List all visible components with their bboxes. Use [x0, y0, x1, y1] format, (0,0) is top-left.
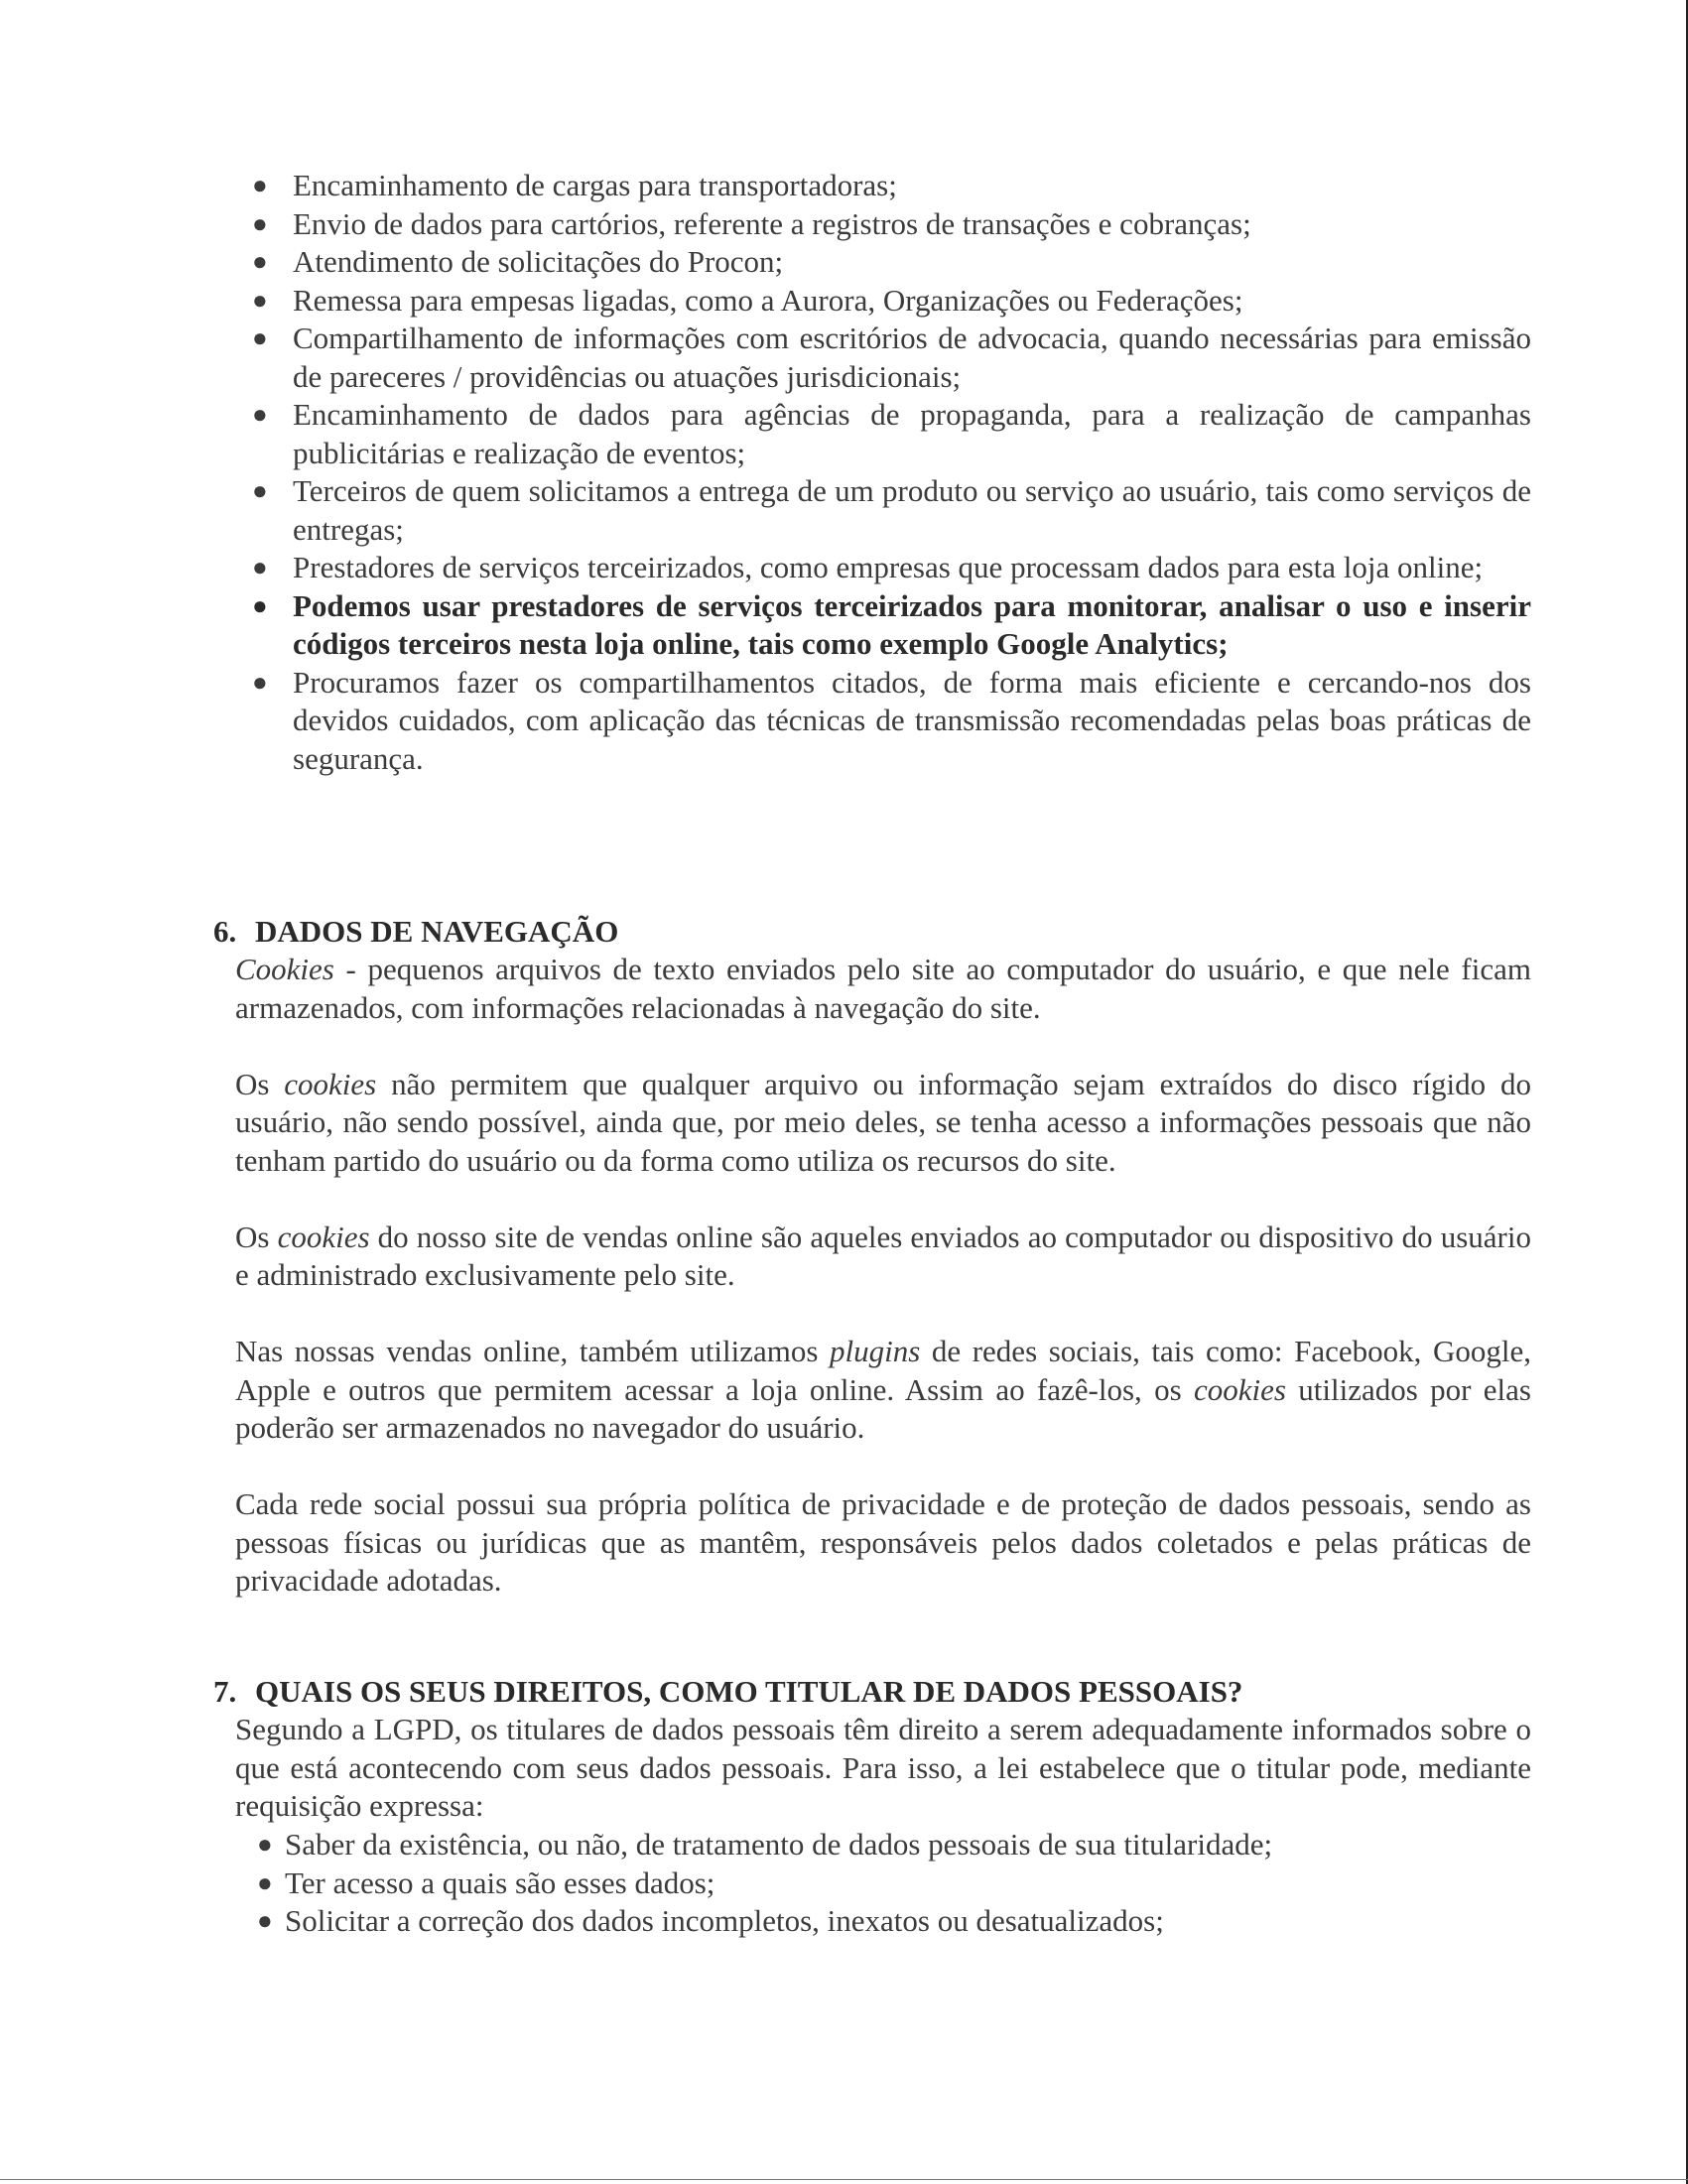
- sharing-list: [252, 167, 1531, 778]
- bullet-icon: ●: [252, 285, 268, 315]
- section-7-heading: [213, 1673, 1242, 1712]
- list-item: ● Atendimento de solicitações do Procon;: [293, 243, 1531, 282]
- paragraph: Os cookies não permitem que qualquer arquivo ou informação sejam extraídos do disco rígido do usuário, não sendo possível, ainda que, por meio deles, se tenha acesso a informações pessoais que não tenham partido do usuário ou da forma como utiliza os recursos do site.: [235, 1066, 1531, 1178]
- list-item: ● Envio de dados para cartórios, referente a registros de transações e cobranças;: [293, 205, 1531, 244]
- bullet-icon: ●: [257, 1906, 273, 1935]
- list-item: ● Encaminhamento de cargas para transportadoras;: [293, 167, 1531, 205]
- bullet-icon: ●: [252, 553, 268, 581]
- list-item: ● Remessa para empesas ligadas, como a Aurora, Organizações ou Federações;: [293, 282, 1531, 321]
- bullet-icon: ●: [257, 1867, 273, 1897]
- bullet-icon: ●: [257, 1830, 273, 1859]
- bullet-icon: ●: [252, 171, 268, 199]
- list-item: ● Compartilhamento de informações com escritórios de advocacia, quando necessárias para emissão de pareceres / providências ou atuações jurisdicionais;: [252, 321, 1531, 394]
- section-title: DADOS DE NAVEGAÇÃO: [255, 914, 619, 949]
- paragraph: Cada rede social possui sua própria política de privacidade e de proteção de dados pessoais, sendo as pessoas físicas ou jurídicas que as mantêm, responsáveis pelos dados coletados e pelas práticas de privacidade adotadas.: [235, 1486, 1531, 1598]
- section-6-body: [235, 951, 1531, 1601]
- rights-list: [257, 1826, 1531, 1941]
- bullet-icon: ●: [252, 590, 268, 620]
- list-item: ● Saber da existência, ou não, de tratamento de dados pessoais de sua titularidade;: [285, 1826, 1531, 1864]
- list-item: ● Solicitar a correção dos dados incompletos, inexatos ou desatualizados;: [285, 1902, 1531, 1941]
- bullet-icon: ●: [252, 400, 268, 429]
- bullet-icon: ●: [252, 476, 268, 505]
- bullet-icon: ●: [252, 247, 268, 276]
- bullet-icon: ●: [252, 208, 268, 238]
- section-6-heading: [213, 913, 618, 952]
- list-item: ● Ter acesso a quais são esses dados;: [285, 1864, 1531, 1903]
- paragraph: Cookies - pequenos arquivos de texto enviados pelo site ao computador do usuário, e que nele ficam armazenados, com informações relacionadas à navegação do site.: [235, 952, 1531, 1025]
- section-title: QUAIS OS SEUS DIREITOS, COMO TITULAR DE DADOS PESSOAIS?: [255, 1674, 1243, 1709]
- paragraph: Os cookies do nosso site de vendas online são aqueles enviados ao computador ou dispositivo do usuário e administrado exclusivamente pelo site.: [235, 1219, 1531, 1292]
- section-number: 6.: [213, 914, 237, 949]
- list-item: ● Encaminhamento de dados para agências de propaganda, para a realização de campanhas publicitárias e realização de eventos;: [252, 397, 1531, 470]
- section-number: 7.: [213, 1674, 237, 1709]
- page-edge-bottom: [0, 2179, 1688, 2180]
- bullet-icon: ●: [252, 323, 268, 352]
- list-item: ● Terceiros de quem solicitamos a entrega de um produto ou serviço ao usuário, tais como serviços de entregas;: [252, 473, 1531, 547]
- list-item-bold: ● Podemos usar prestadores de serviços terceirizados para monitorar, analisar o uso e inserir códigos terceiros nesta loja online, tais como exemplo Google Analytics;: [252, 587, 1531, 661]
- paragraph: Nas nossas vendas online, também utilizamos plugins de redes sociais, tais como: Facebook, Google, Apple e outros que permitem acessar a loja online. Assim ao fazê-los, os cookies utilizados por elas poderão ser armazenados no navegador do usuário.: [235, 1334, 1531, 1445]
- paragraph: Segundo a LGPD, os titulares de dados pessoais têm direito a serem adequadamente informados sobre o que está acontecendo com seus dados pessoais. Para isso, a lei estabelece que o titular pode, mediante requisição expressa:: [235, 1712, 1531, 1823]
- list-item: ● Procuramos fazer os compartilhamentos citados, de forma mais eficiente e cercando-nos dos devidos cuidados, com aplicação das técnicas de transmissão recomendadas pelas boas práticas de segurança.: [252, 664, 1531, 776]
- list-item: ● Prestadores de serviços terceirizados, como empresas que processam dados para esta loja online;: [293, 549, 1531, 587]
- bullet-icon: ●: [252, 667, 268, 697]
- section-7-body: [235, 1711, 1531, 1826]
